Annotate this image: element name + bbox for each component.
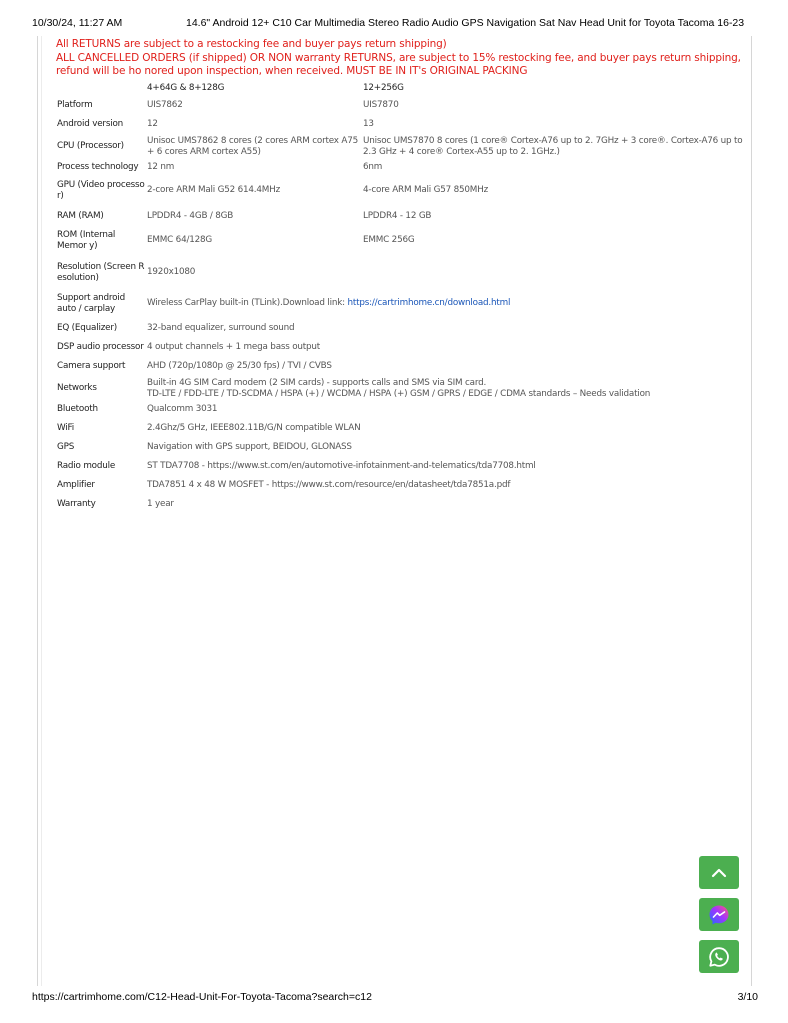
notice-line-cancelled: ALL CANCELLED ORDERS (if shipped) OR NON warranty RETURNS, are subject to 15% restocking fee, and buyer pays return shipping, refund will be ho nored upon inspection, when received. MUST BE IN IT's ORIGINAL PACKING (56, 51, 741, 77)
spec-label: Android version (57, 119, 124, 130)
spec-value-b: Unisoc UMS7870 8 cores (1 core® Cortex-A76 up to 2. 7GHz + 3 core®. Cortex-A76 up to 2.3 GHz + 4 core® Cortex-A55 up to 2. 1GHz.) (363, 135, 743, 157)
spec-row-radio (57, 461, 747, 473)
notice-line-returns: All RETURNS are subject to a restocking fee and buyer pays return shipping) (56, 38, 447, 50)
spec-value-b: 4-core ARM Mali G57 850MHz (363, 185, 489, 196)
spec-value: ST TDA7708 - https://www.st.com/en/automotive-infotainment-and-telematics/tda7708.html (147, 461, 536, 472)
spec-row-amplifier (57, 480, 747, 492)
spec-label: Radio module (57, 461, 116, 472)
spec-label: Camera support (57, 361, 126, 372)
spec-value-a: UIS7862 (147, 100, 183, 111)
spec-label: Warranty (57, 499, 96, 510)
spec-row-cpu (57, 135, 747, 159)
spec-value-a: 12 nm (147, 162, 175, 173)
spec-label: Networks (57, 383, 97, 394)
print-date: 10/30/24, 11:27 AM (32, 17, 123, 29)
spec-value-b: LPDDR4 - 12 GB (363, 211, 432, 222)
spec-value-b: EMMC 256G (363, 235, 415, 246)
spec-value: 32-band equalizer, surround sound (147, 323, 295, 334)
spec-header-variant-b: 12+256G (363, 83, 404, 94)
whatsapp-button[interactable] (699, 940, 739, 973)
whatsapp-icon (708, 946, 730, 968)
spec-header-variant-a: 4+64G & 8+128G (147, 83, 225, 94)
spec-row-ram (57, 211, 747, 223)
spec-value-a: 12 (147, 119, 158, 130)
spec-value-a: Unisoc UMS7862 8 cores (2 cores ARM cortex A75 + 6 cores ARM cortex A55) (147, 135, 359, 157)
spec-row-carplay (57, 292, 747, 316)
spec-label: EQ (Equalizer) (57, 323, 117, 334)
download-link[interactable]: https://cartrimhome.cn/download.html (347, 298, 511, 309)
print-header (0, 10, 788, 36)
spec-value: Navigation with GPS support, BEIDOU, GLONASS (147, 442, 352, 453)
spec-label: Amplifier (57, 480, 95, 491)
spec-label: GPU (Video processo r) (57, 179, 145, 201)
networks-line-1: Built-in 4G SIM Card modem (2 SIM cards) - supports calls and SMS via SIM card. (147, 377, 487, 388)
spec-row-android (57, 119, 747, 131)
spec-value-a: 2-core ARM Mali G52 614.4MHz (147, 185, 281, 196)
messenger-icon (707, 903, 731, 927)
spec-label: Bluetooth (57, 404, 98, 415)
spec-value (147, 298, 747, 310)
spec-row-bluetooth (57, 404, 747, 416)
print-page-title: 14.6" Android 12+ C10 Car Multimedia Stereo Radio Audio GPS Navigation Sat Nav Head Unit for Toyota Tacoma 16-23 (186, 17, 745, 29)
spec-row-warranty (57, 499, 747, 511)
spec-label: GPS (57, 442, 75, 453)
print-footer (0, 991, 788, 1005)
spec-value: TDA7851 4 x 48 W MOSFET - https://www.st.com/resource/en/datasheet/tda7851a.pdf (147, 480, 511, 491)
spec-label: Resolution (Screen R esolution) (57, 261, 145, 283)
spec-row-rom (57, 229, 747, 253)
spec-label: DSP audio processor (57, 342, 144, 353)
spec-row-dsp (57, 342, 747, 354)
carplay-text: Wireless CarPlay built-in (TLink).Download link: (147, 298, 348, 309)
spec-value-a: EMMC 64/128G (147, 235, 213, 246)
spec-label: RAM (RAM) (57, 211, 104, 222)
spec-row-networks (57, 377, 747, 401)
spec-value: Qualcomm 3031 (147, 404, 218, 415)
spec-value-b: 13 (363, 119, 374, 130)
messenger-button[interactable] (699, 898, 739, 931)
spec-row-gps (57, 442, 747, 454)
spec-label: Process technology (57, 162, 139, 173)
spec-value: 1920x1080 (147, 267, 196, 278)
spec-table-header (57, 83, 747, 95)
return-policy-notice (56, 38, 742, 79)
spec-value-a: LPDDR4 - 4GB / 8GB (147, 211, 234, 222)
spec-value-b: 6nm (363, 162, 383, 173)
print-page-number: 3/10 (737, 991, 758, 1003)
spec-value: AHD (720p/1080p @ 25/30 fps) / TVI / CVBS (147, 361, 332, 372)
spec-row-camera (57, 361, 747, 373)
spec-row-wifi (57, 423, 747, 435)
spec-label: CPU (Processor) (57, 141, 124, 152)
scroll-to-top-button[interactable] (699, 856, 739, 889)
chevron-up-icon (711, 868, 727, 878)
networks-line-2: TD-LTE / FDD-LTE / TD-SCDMA / HSPA (+) / WCDMA / HSPA (+) GSM / GPRS / EDGE / CDMA standards – Needs validation (147, 389, 651, 399)
spec-label: Platform (57, 100, 93, 111)
spec-value: 4 output channels + 1 mega bass output (147, 342, 321, 353)
spec-value (147, 378, 747, 401)
spec-row-platform (57, 100, 747, 112)
spec-label: ROM (Internal Memor y) (57, 229, 116, 251)
print-page-url: https://cartrimhome.com/C12-Head-Unit-For-Toyota-Tacoma?search=c12 (32, 991, 372, 1003)
spec-row-resolution (57, 261, 747, 285)
spec-label: Support android auto / carplay (57, 292, 125, 314)
spec-label: WiFi (57, 423, 75, 434)
spec-row-process (57, 162, 747, 174)
page-content (37, 36, 752, 986)
spec-row-eq (57, 323, 747, 335)
spec-value-b: UIS7870 (363, 100, 399, 111)
spec-row-gpu (57, 179, 747, 203)
spec-value: 2.4Ghz/5 GHz, IEEE802.11B/G/N compatible WLAN (147, 423, 361, 434)
spec-value: 1 year (147, 499, 174, 510)
